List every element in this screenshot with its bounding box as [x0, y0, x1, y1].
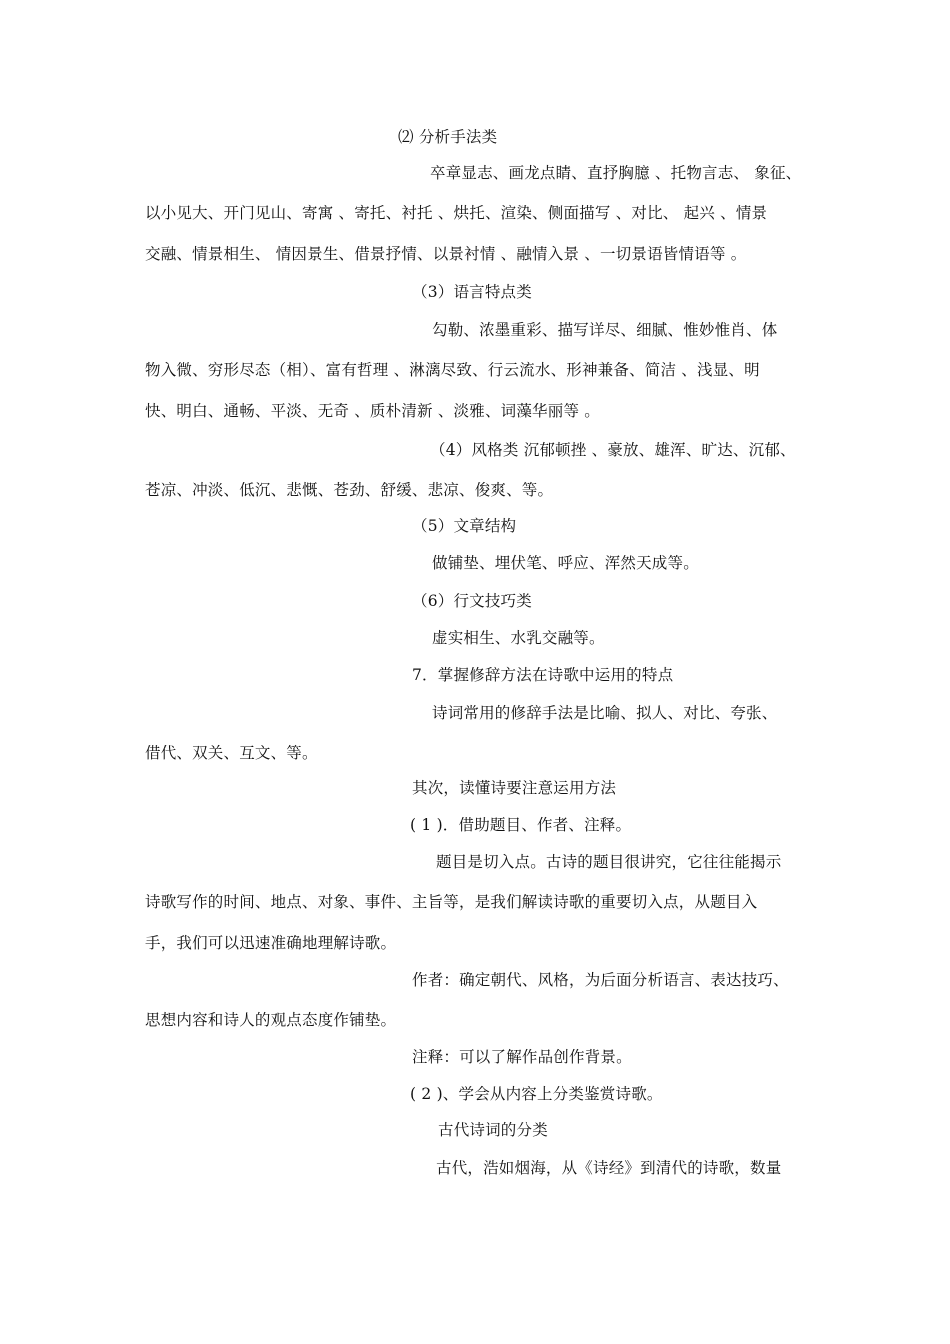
heading-reading-methods: 其次，读懂诗要注意运用方法 — [412, 779, 617, 797]
text-line: 虚实相生、水乳交融等。 — [432, 629, 605, 647]
heading-ancient-poetry-classes: 古代诗词的分类 — [438, 1121, 548, 1139]
text-line: 勾勒、浓墨重彩、描写详尽、细腻、惟妙惟肖、体 — [432, 321, 778, 339]
text-line: 诗歌写作的时间、地点、对象、事件、主旨等，是我们解读诗歌的重要切入点，从题目入 — [145, 893, 758, 911]
heading-writing-techniques: （6）行文技巧类 — [412, 592, 532, 610]
text-line: 借代、双关、互文、等。 — [145, 744, 318, 762]
heading-title-author-notes: ( 1 )．借助题目、作者、注释。 — [410, 816, 632, 834]
text-line: 物入微、穷形尽态（相）、富有哲理 、淋漓尽致、行云流水、形神兼备、简洁 、浅显、明 — [145, 361, 760, 379]
text-line: 古代，浩如烟海，从《诗经》到清代的诗歌，数量 — [436, 1159, 782, 1177]
heading-classify-content: ( 2 )、学会从内容上分类鉴赏诗歌。 — [410, 1085, 663, 1103]
text-line: 诗词常用的修辞手法是比喻、拟人、对比、夸张、 — [432, 704, 778, 722]
text-line: 作者：确定朝代、风格，为后面分析语言、表达技巧、 — [412, 971, 789, 989]
text-line: 做铺垫、埋伏笔、呼应、浑然天成等。 — [432, 554, 699, 572]
heading-analysis-methods: ⑵ 分析手法类 — [398, 128, 498, 146]
text-line: 苍凉、冲淡、低沉、悲慨、苍劲、舒缓、悲凉、俊爽、等。 — [145, 481, 554, 499]
heading-rhetoric: 7．掌握修辞方法在诗歌中运用的特点 — [412, 666, 674, 684]
heading-style: （4）风格类 沉郁顿挫 、豪放、雄浑、旷达、沉郁、 — [430, 441, 796, 459]
text-line: 题目是切入点。古诗的题目很讲究，它往往能揭示 — [436, 853, 782, 871]
text-line: 手，我们可以迅速准确地理解诗歌。 — [145, 934, 397, 952]
text-line: 快、明白、通畅、平淡、无奇 、质朴清新 、淡雅、词藻华丽等 。 — [145, 402, 600, 420]
text-line: 注释：可以了解作品创作背景。 — [412, 1048, 632, 1066]
text-line: 卒章显志、画龙点睛、直抒胸臆 、托物言志、 象征、 — [430, 164, 802, 182]
text-line: 以小见大、开门见山、寄寓 、寄托、衬托 、烘托、渲染、侧面描写 、对比、 起兴 、情景 — [145, 204, 768, 222]
heading-language-features: （3）语言特点类 — [412, 283, 532, 301]
heading-structure: （5）文章结构 — [412, 517, 517, 535]
text-line: 思想内容和诗人的观点态度作铺垫。 — [145, 1011, 397, 1029]
text-line: 交融、情景相生、 情因景生、借景抒情、以景衬情 、融情入景 、一切景语皆情语等 。 — [145, 245, 747, 263]
